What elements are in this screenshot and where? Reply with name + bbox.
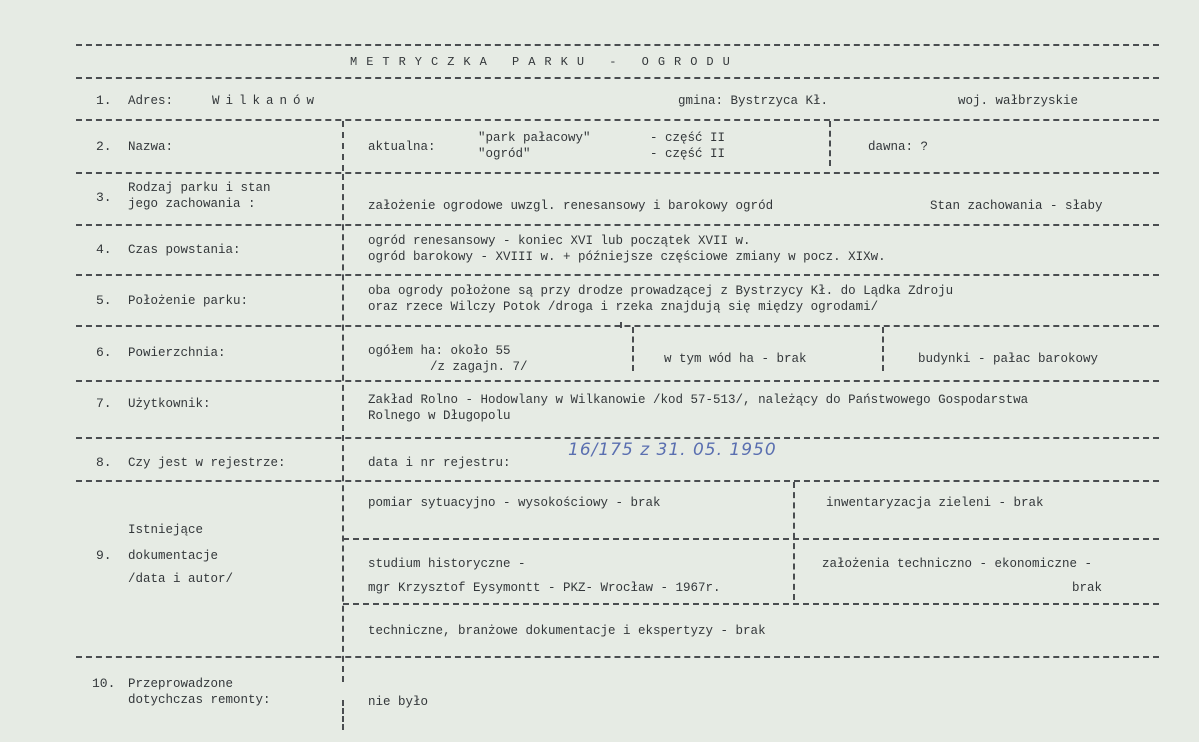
docs-history-author: mgr Krzysztof Eysymontt - PKZ- Wrocław - 1967r. bbox=[368, 581, 721, 595]
rule bbox=[76, 274, 1159, 276]
row-number: 2. bbox=[96, 139, 112, 154]
column-rule bbox=[342, 700, 344, 730]
row-number: 7. bbox=[96, 396, 112, 411]
docs-survey: pomiar sytuacyjno - wysokościowy - brak bbox=[368, 496, 661, 510]
row-number: 5. bbox=[96, 293, 112, 308]
row-number: 3. bbox=[96, 190, 112, 205]
row-number: 6. bbox=[96, 345, 112, 360]
registry-handwritten-entry: 16/175 z 31. 05. 1950 bbox=[568, 440, 777, 460]
rule bbox=[76, 437, 1159, 439]
docs-techno-economic: założenia techniczno - ekonomiczne - bbox=[822, 557, 1093, 571]
area-buildings: budynki - pałac barokowy bbox=[918, 352, 1099, 366]
area-label: Powierzchnia: bbox=[128, 346, 226, 360]
column-rule bbox=[632, 327, 634, 371]
user-line: Rolnego w Długopolu bbox=[368, 409, 511, 423]
column-rule bbox=[829, 121, 831, 166]
rule bbox=[76, 172, 1159, 174]
registry-value-label: data i nr rejestru: bbox=[368, 456, 511, 470]
rule bbox=[343, 538, 1159, 540]
docs-history-study: studium historyczne - bbox=[368, 557, 526, 571]
docs-techno-economic-value: brak bbox=[1072, 581, 1103, 595]
user-line: Zakład Rolno - Hodowlany w Wilkanowie /kod 57-513/, należący do Państwowego Gospodarstwa bbox=[368, 393, 1029, 407]
area-water: w tym wód ha - brak bbox=[664, 352, 807, 366]
origin-line: ogród renesansowy - koniec XVI lub początek XVII w. bbox=[368, 234, 751, 248]
page-title: METRYCZKA PARKU - OGRODU bbox=[350, 55, 739, 69]
condition-value: Stan zachowania - słaby bbox=[930, 199, 1103, 213]
docs-label: /data i autor/ bbox=[128, 572, 234, 586]
rule bbox=[76, 224, 1159, 226]
rule bbox=[76, 380, 1159, 382]
former-name: dawna: ? bbox=[868, 140, 929, 154]
column-rule bbox=[882, 327, 884, 371]
row-number: 8. bbox=[96, 455, 112, 470]
rule bbox=[76, 656, 1159, 658]
registry-label: Czy jest w rejestrze: bbox=[128, 456, 286, 470]
docs-technical: techniczne, branżowe dokumentacje i ekspertyzy - brak bbox=[368, 624, 766, 638]
current-name-label: aktualna: bbox=[368, 140, 436, 154]
repairs-label: dotychczas remonty: bbox=[128, 693, 271, 707]
docs-label: dokumentacje bbox=[128, 549, 219, 563]
row-number: 1. bbox=[96, 93, 112, 108]
user-label: Użytkownik: bbox=[128, 397, 211, 411]
voivodeship-value: woj. wałbrzyskie bbox=[958, 94, 1079, 108]
rule bbox=[76, 480, 1159, 482]
docs-greenery: inwentaryzacja zieleni - brak bbox=[826, 496, 1044, 510]
row-number: 10. bbox=[92, 676, 116, 691]
row-number: 4. bbox=[96, 242, 112, 257]
rule bbox=[76, 77, 1159, 79]
rule bbox=[76, 325, 1159, 327]
gmina-value: gmina: Bystrzyca Kł. bbox=[678, 94, 829, 108]
location-line: oba ogrody położone są przy drodze prowadzącej z Bystrzycy Kł. do Lądka Zdroju bbox=[368, 284, 954, 298]
column-rule bbox=[342, 121, 344, 171]
location-label: Położenie parku: bbox=[128, 294, 249, 308]
row-number: 9. bbox=[96, 548, 112, 563]
park-type-value: założenie ogrodowe uwzgl. renesansowy i barokowy ogród bbox=[368, 199, 774, 213]
rule bbox=[76, 44, 1159, 46]
address-label: Adres: bbox=[128, 94, 174, 108]
origin-label: Czas powstania: bbox=[128, 243, 241, 257]
address-value: Wilkanów bbox=[212, 94, 321, 108]
repairs-label: Przeprowadzone bbox=[128, 677, 234, 691]
column-rule bbox=[342, 174, 344, 682]
tick-mark bbox=[620, 322, 622, 328]
current-name-2: "ogród" bbox=[478, 147, 531, 161]
area-grove: /z zagajn. 7/ bbox=[430, 360, 528, 374]
column-rule bbox=[793, 482, 795, 600]
rule bbox=[76, 119, 1159, 121]
repairs-value: nie było bbox=[368, 695, 429, 709]
current-name-1: "park pałacowy" bbox=[478, 131, 591, 145]
current-name-1-part: - część II bbox=[650, 131, 726, 145]
origin-line: ogród barokowy - XVIII w. + późniejsze częściowe zmiany w pocz. XIXw. bbox=[368, 250, 886, 264]
park-type-label: Rodzaj parku i stan bbox=[128, 181, 271, 195]
area-total: ogółem ha: około 55 bbox=[368, 344, 511, 358]
current-name-2-part: - część II bbox=[650, 147, 726, 161]
location-line: oraz rzece Wilczy Potok /droga i rzeka znajdują się między ogrodami/ bbox=[368, 300, 879, 314]
name-label: Nazwa: bbox=[128, 140, 174, 154]
docs-label: Istniejące bbox=[128, 523, 204, 537]
rule bbox=[343, 603, 1159, 605]
park-type-label: jego zachowania : bbox=[128, 197, 256, 211]
